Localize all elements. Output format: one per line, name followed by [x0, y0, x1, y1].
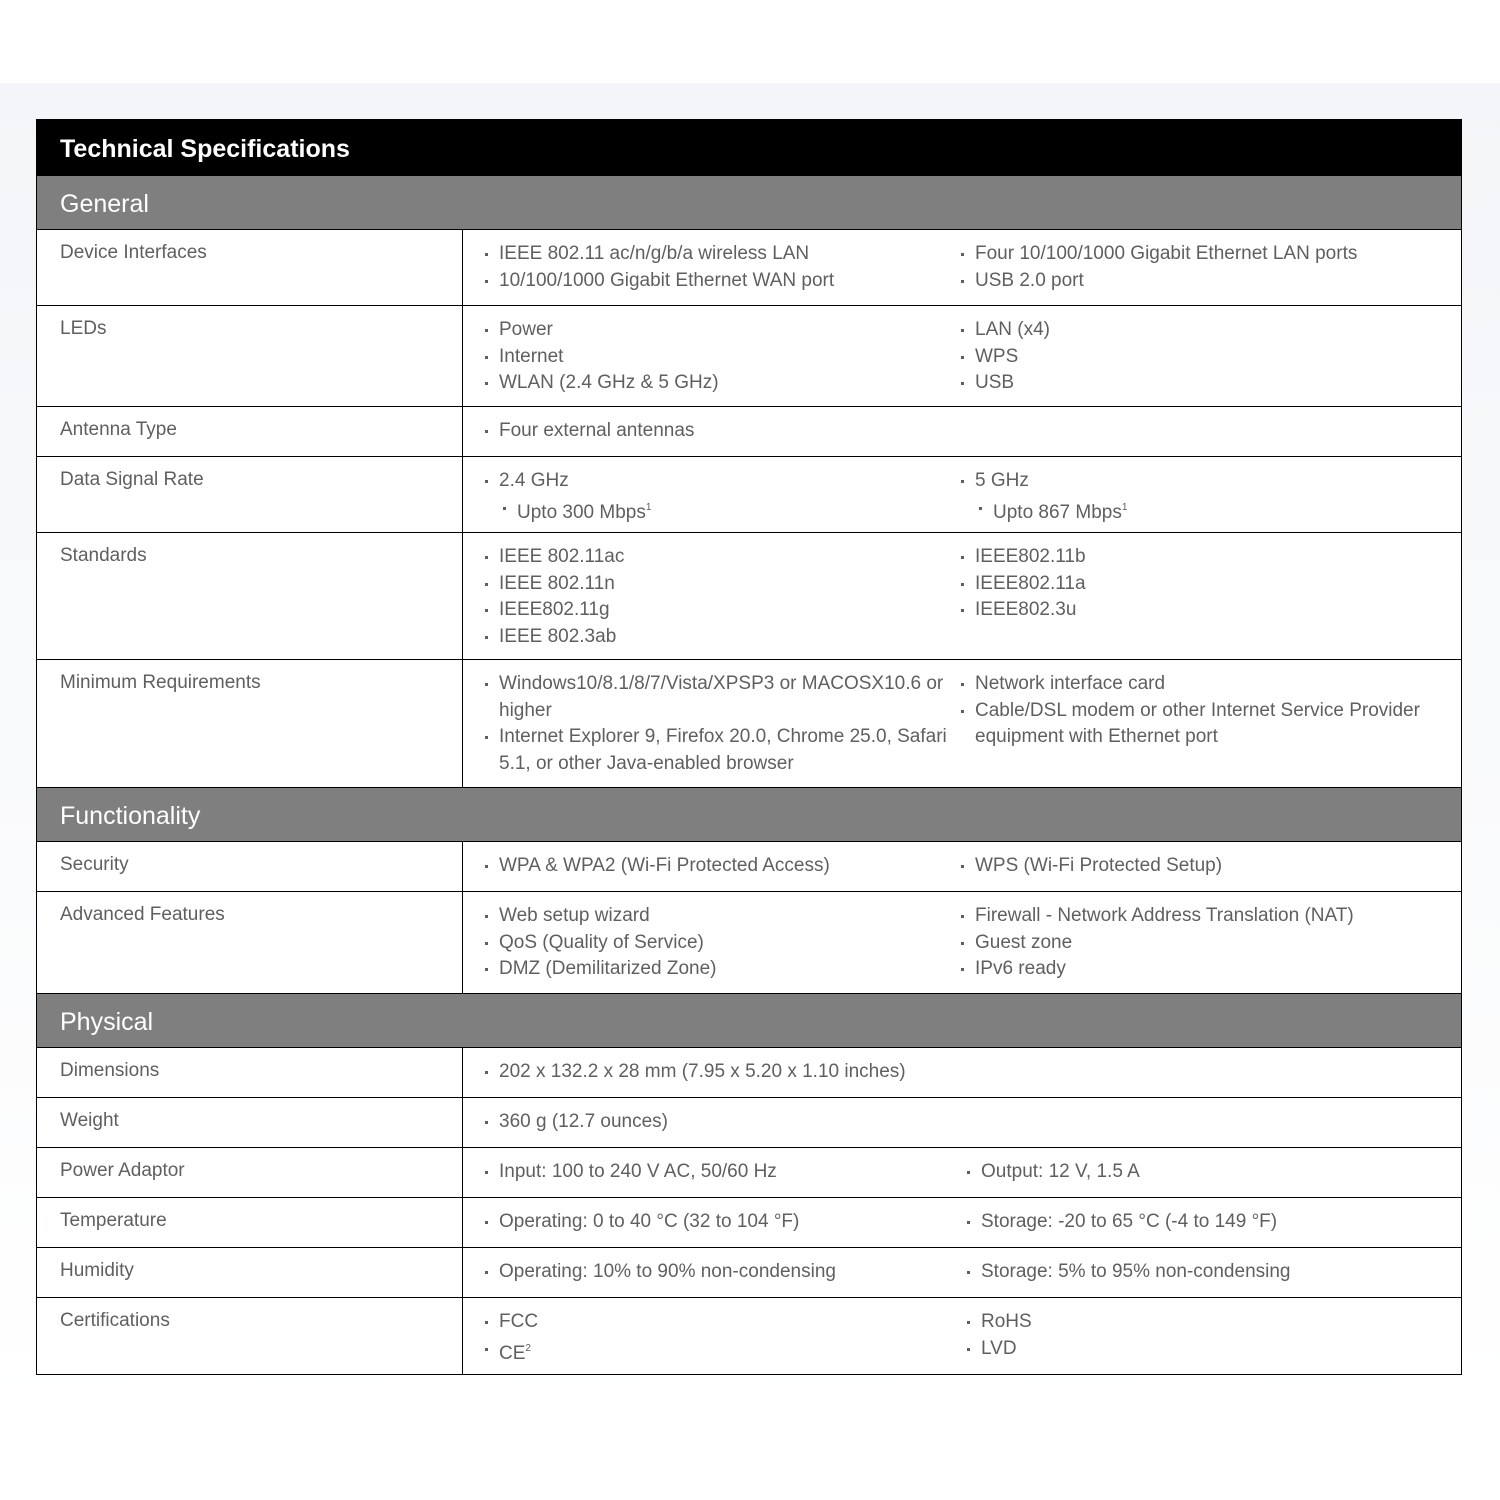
- row-advanced-features: [37, 892, 1461, 993]
- spec-sheet: [36, 119, 1462, 1375]
- spec-text: Upto 300 Mbps: [517, 501, 646, 523]
- footnote-marker: 2: [525, 1342, 531, 1354]
- row-label: Temperature: [37, 1198, 463, 1247]
- spec-list-right: [961, 853, 1461, 891]
- row-label: Power Adaptor: [37, 1148, 463, 1197]
- spec-list-right: [961, 1209, 1461, 1247]
- row-antenna-type: [37, 407, 1461, 457]
- section-general: General: [37, 175, 1461, 230]
- spec-item: IPv6 ready: [961, 956, 1461, 983]
- spec-list-right: [961, 317, 1461, 406]
- row-label: Device Interfaces: [37, 230, 463, 305]
- spec-item: WPA & WPA2 (Wi-Fi Protected Access): [485, 853, 961, 880]
- spec-item: 2.4 GHz: [485, 468, 961, 495]
- spec-item: DMZ (Demilitarized Zone): [485, 956, 961, 983]
- spec-list-right: [961, 1309, 1461, 1374]
- spec-item: LVD: [967, 1336, 1461, 1363]
- spec-subitem: [979, 495, 1461, 527]
- spec-item: QoS (Quality of Service): [485, 930, 961, 957]
- row-label: Certifications: [37, 1298, 463, 1374]
- spec-list-right: [961, 544, 1461, 659]
- row-data-signal-rate: [37, 457, 1461, 533]
- spec-item: Operating: 10% to 90% non-condensing: [485, 1259, 961, 1286]
- spec-list-left: [463, 544, 961, 659]
- spec-item: FCC: [485, 1309, 961, 1336]
- row-power-adaptor: [37, 1148, 1461, 1198]
- spec-list-right: [961, 1259, 1461, 1297]
- spec-item: 360 g (12.7 ounces): [485, 1109, 961, 1136]
- spec-list-right: [961, 468, 1461, 532]
- row-label: Antenna Type: [37, 407, 463, 456]
- spec-list-right: [961, 903, 1461, 993]
- spec-list-left: [463, 903, 961, 993]
- row-label: Security: [37, 842, 463, 891]
- row-label: Dimensions: [37, 1048, 463, 1097]
- row-leds: [37, 306, 1461, 407]
- spec-item: IEEE802.11g: [485, 597, 961, 624]
- spec-list-right: [961, 1159, 1461, 1197]
- spec-item: Web setup wizard: [485, 903, 961, 930]
- spec-item: Cable/DSL modem or other Internet Service Provider equipment with Ethernet port: [961, 698, 1447, 751]
- spec-subitem: [503, 495, 961, 527]
- spec-list-left: [463, 1309, 961, 1374]
- spec-item: Four external antennas: [485, 418, 961, 445]
- spec-item: WLAN (2.4 GHz & 5 GHz): [485, 370, 961, 397]
- spec-list-right: [961, 241, 1461, 305]
- spec-item: 5 GHz: [961, 468, 1461, 495]
- spec-list-left: [463, 1209, 961, 1247]
- spec-item: Input: 100 to 240 V AC, 50/60 Hz: [485, 1159, 961, 1186]
- spec-list-left: [463, 1259, 961, 1297]
- spec-list-left: [463, 468, 961, 532]
- spec-item: Network interface card: [961, 671, 1447, 698]
- spec-item: Operating: 0 to 40 °C (32 to 104 °F): [485, 1209, 961, 1236]
- row-certifications: [37, 1298, 1461, 1374]
- spec-list-left: [463, 671, 961, 787]
- spec-item: IEEE802.3u: [961, 597, 1461, 624]
- spec-item: Power: [485, 317, 961, 344]
- spec-item: 202 x 132.2 x 28 mm (7.95 x 5.20 x 1.10 inches): [485, 1059, 906, 1086]
- spec-list-left: [463, 1059, 906, 1097]
- section-functionality: Functionality: [37, 787, 1461, 842]
- row-label: LEDs: [37, 306, 463, 406]
- row-label: Humidity: [37, 1248, 463, 1297]
- row-device-interfaces: [37, 230, 1461, 306]
- spec-item: WPS (Wi-Fi Protected Setup): [961, 853, 1461, 880]
- spec-item: IEEE802.11a: [961, 571, 1461, 598]
- spec-item: Guest zone: [961, 930, 1461, 957]
- footnote-marker: 1: [1121, 501, 1128, 513]
- spec-item: Windows10/8.1/8/7/Vista/XPSP3 or MACOSX10.6 or higher: [485, 671, 947, 724]
- spec-title: Technical Specifications: [37, 119, 1461, 175]
- row-label: Data Signal Rate: [37, 457, 463, 532]
- row-label: Weight: [37, 1098, 463, 1147]
- spec-item: USB 2.0 port: [961, 268, 1461, 295]
- spec-list-left: [463, 853, 961, 891]
- spec-list-left: [463, 1109, 961, 1147]
- spec-item: 10/100/1000 Gigabit Ethernet WAN port: [485, 268, 961, 295]
- spec-item: IEEE 802.11n: [485, 571, 961, 598]
- spec-text: Upto 867 Mbps: [993, 501, 1122, 523]
- spec-list-left: [463, 317, 961, 406]
- footnote-marker: 1: [645, 501, 652, 513]
- spec-item: LAN (x4): [961, 317, 1461, 344]
- row-humidity: [37, 1248, 1461, 1298]
- spec-item: USB: [961, 370, 1461, 397]
- spec-item: Internet: [485, 344, 961, 371]
- row-minimum-requirements: [37, 660, 1461, 787]
- spec-item: RoHS: [967, 1309, 1461, 1336]
- spec-item: IEEE802.11b: [961, 544, 1461, 571]
- row-security: [37, 842, 1461, 892]
- row-label: Minimum Requirements: [37, 660, 463, 787]
- spec-item: WPS: [961, 344, 1461, 371]
- spec-list-right: [961, 671, 1461, 787]
- section-physical: Physical: [37, 993, 1461, 1048]
- spec-item: Storage: 5% to 95% non-condensing: [967, 1259, 1461, 1286]
- spec-item: IEEE 802.11 ac/n/g/b/a wireless LAN: [485, 241, 961, 268]
- spec-item: Internet Explorer 9, Firefox 20.0, Chrome 25.0, Safari 5.1, or other Java-enabled browser: [485, 724, 947, 777]
- spec-list-left: [463, 241, 961, 305]
- spec-item: Storage: -20 to 65 °C (-4 to 149 °F): [967, 1209, 1461, 1236]
- spec-item: IEEE 802.11ac: [485, 544, 961, 571]
- spec-item: Four 10/100/1000 Gigabit Ethernet LAN ports: [961, 241, 1461, 268]
- row-label: Advanced Features: [37, 892, 463, 993]
- row-temperature: [37, 1198, 1461, 1248]
- spec-item: [485, 1336, 961, 1368]
- spec-item: Firewall - Network Address Translation (NAT): [961, 903, 1461, 930]
- row-label: Standards: [37, 533, 463, 659]
- spec-text: CE: [499, 1342, 526, 1364]
- row-standards: [37, 533, 1461, 660]
- row-weight: [37, 1098, 1461, 1148]
- spec-item: Output: 12 V, 1.5 A: [967, 1159, 1461, 1186]
- spec-item: IEEE 802.3ab: [485, 624, 961, 651]
- row-dimensions: [37, 1048, 1461, 1098]
- spec-list-left: [463, 418, 961, 456]
- spec-list-left: [463, 1159, 961, 1197]
